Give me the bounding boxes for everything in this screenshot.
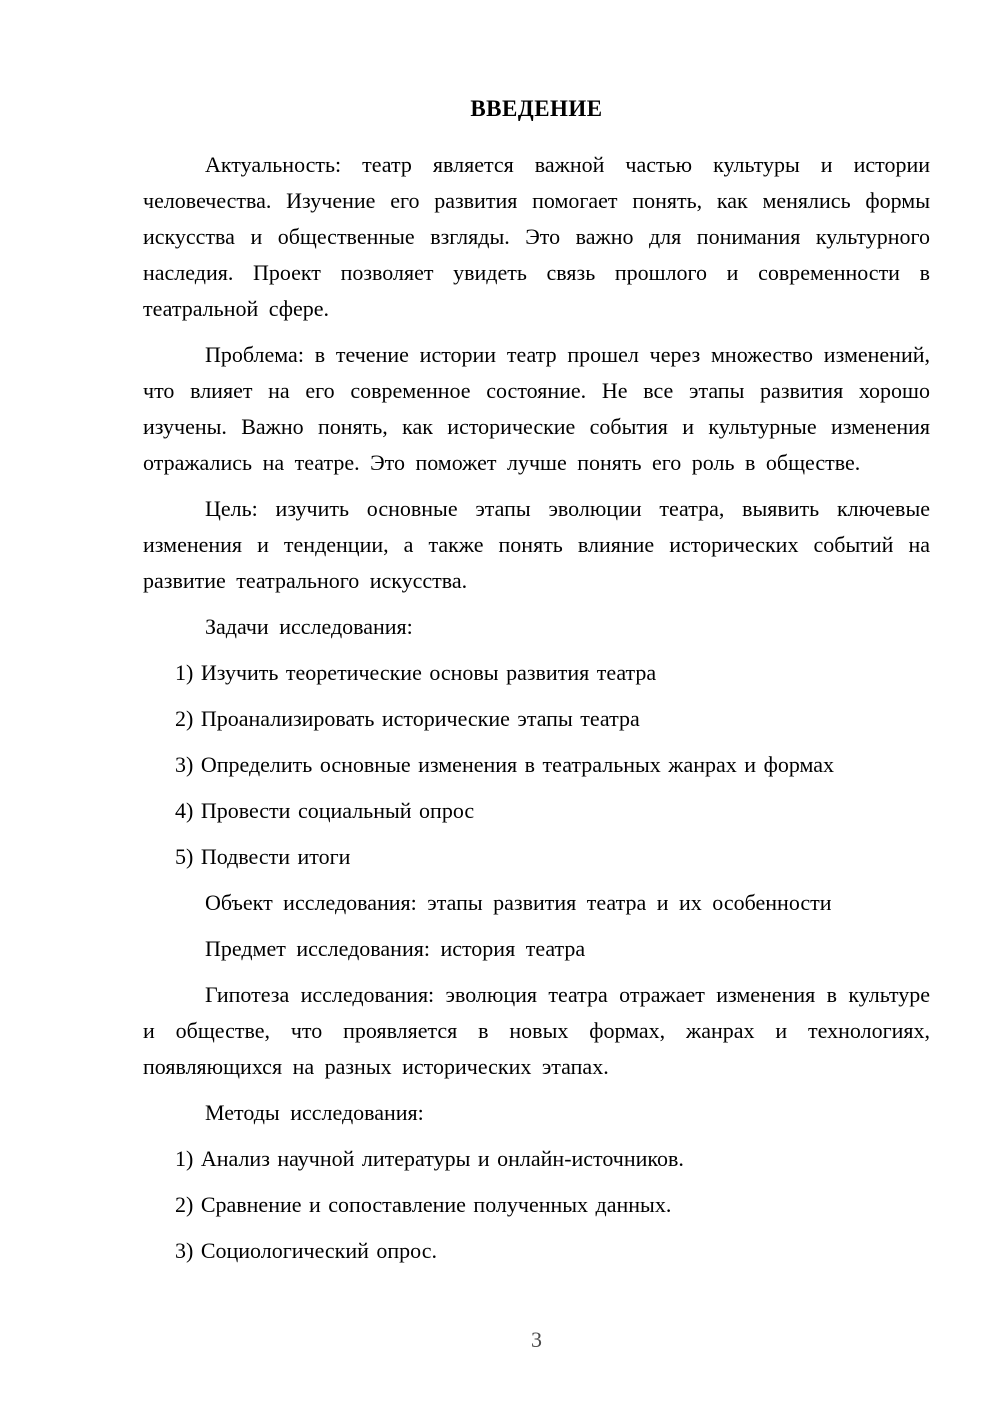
list-item: 5) Подвести итоги — [175, 844, 351, 869]
tasks-list — [143, 655, 930, 875]
methods-heading: Методы исследования: — [205, 1100, 424, 1125]
page-number: 3 — [531, 1327, 542, 1352]
list-item: 2) Сравнение и сопоставление полученных данных. — [175, 1192, 672, 1217]
list-item: 3) Определить основные изменения в театральных жанрах и формах — [175, 752, 835, 777]
paragraph-object: Объект исследования: этапы развития театра и их особенности — [205, 890, 832, 915]
paragraph-actuality: Актуальность: театр является важной частью культуры и истории человечества. Изучение его развития помогает понять, как менялись формы искусства и общественные взгляды. Это важно для понимания культурного наследия. Проект позволяет увидеть связь прошлого и современности в театральной сфере. — [143, 152, 930, 321]
paragraph-subject: Предмет исследования: история театра — [205, 936, 586, 961]
list-item: 3) Социологический опрос. — [175, 1238, 437, 1263]
page-title: ВВЕДЕНИЕ — [470, 96, 603, 121]
list-item: 2) Проанализировать исторические этапы театра — [175, 706, 640, 731]
document-content — [143, 97, 930, 1279]
paragraph-goal: Цель: изучить основные этапы эволюции театра, выявить ключевые изменения и тенденции, а также понять влияние исторических событий на развитие театрального искусства. — [143, 496, 930, 593]
methods-list — [143, 1141, 930, 1269]
list-item: 1) Изучить теоретические основы развития театра — [175, 660, 657, 685]
list-item: 1) Анализ научной литературы и онлайн-источников. — [175, 1146, 684, 1171]
list-item: 4) Провести социальный опрос — [175, 798, 475, 823]
tasks-heading: Задачи исследования: — [205, 614, 413, 639]
paragraph-problem: Проблема: в течение истории театр прошел через множество изменений, что влияет на его современное состояние. Не все этапы развития хорошо изучены. Важно понять, как исторические события и культурные изменения отражались на театре. Это поможет лучше понять его роль в обществе. — [143, 342, 930, 475]
paragraph-hypothesis: Гипотеза исследования: эволюция театра отражает изменения в культуре и обществе, что проявляется в новых формах, жанрах и технологиях, появляющихся на разных исторических этапах. — [143, 982, 930, 1079]
